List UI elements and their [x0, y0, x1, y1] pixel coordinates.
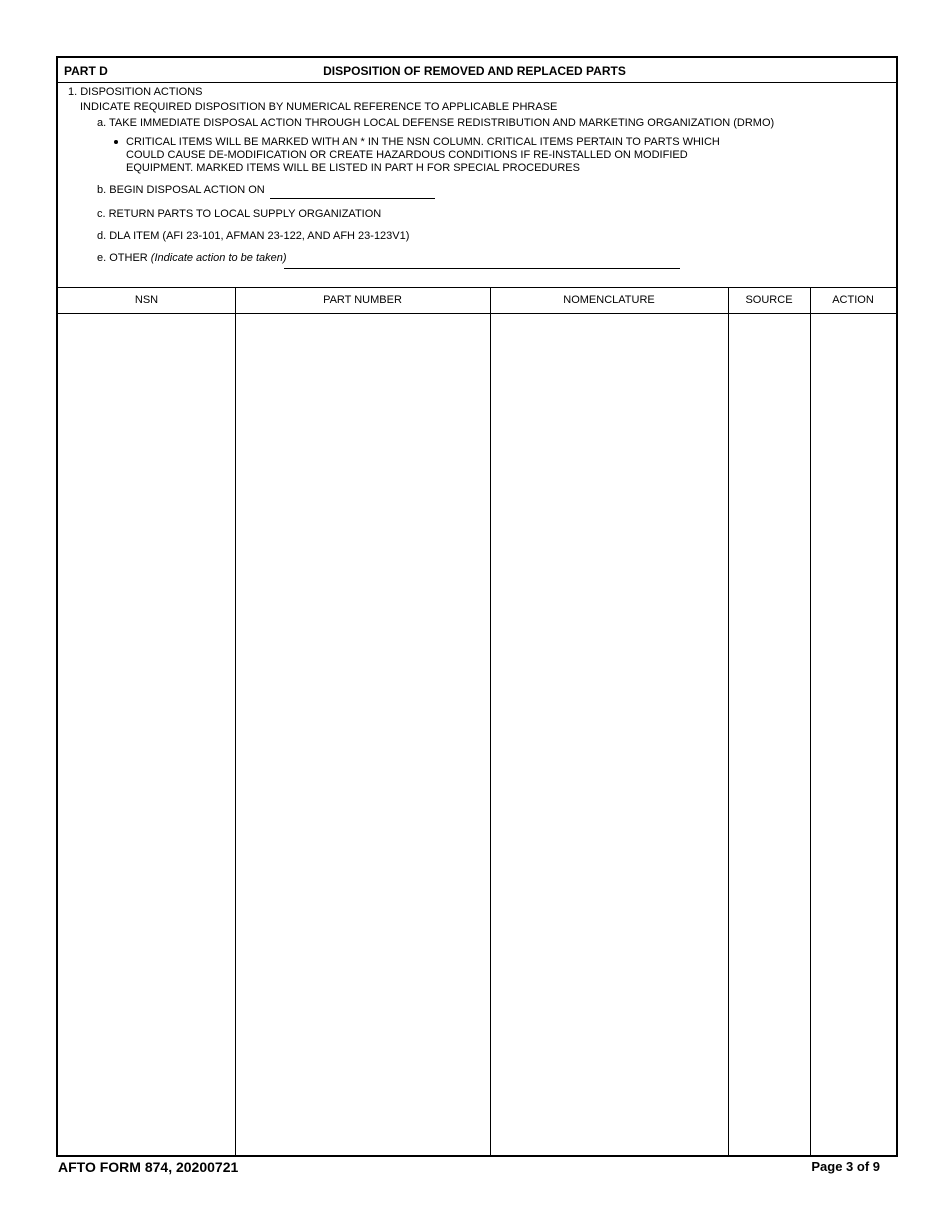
part-label: PART D [64, 64, 108, 78]
critical-note-line: EQUIPMENT. MARKED ITEMS WILL BE LISTED IN PART H FOR SPECIAL PROCEDURES [126, 162, 580, 174]
option-e [97, 252, 287, 264]
column-header-source: SOURCE [745, 294, 793, 306]
critical-note-line: CRITICAL ITEMS WILL BE MARKED WITH AN * IN THE NSN COLUMN. CRITICAL ITEMS PERTAIN TO PARTS WHICH [126, 136, 720, 148]
column-header-nomenclature: NOMENCLATURE [563, 294, 655, 306]
instruction-intro: INDICATE REQUIRED DISPOSITION BY NUMERICAL REFERENCE TO APPLICABLE PHRASE [80, 101, 558, 113]
source-column-entry[interactable] [729, 314, 810, 1155]
option-d: d. DLA ITEM (AFI 23-101, AFMAN 23-122, AND AFH 23-123V1) [97, 230, 410, 242]
action-column-entry[interactable] [811, 314, 896, 1155]
column-header-nsn: NSN [134, 294, 159, 306]
disposition-form [56, 56, 898, 1157]
parts-table-header [58, 288, 896, 314]
column-header-part-number: PART NUMBER [323, 294, 402, 306]
section-title: DISPOSITION OF REMOVED AND REPLACED PARTS [323, 64, 626, 78]
column-header-action: ACTION [832, 294, 874, 306]
nomenclature-column-entry[interactable] [491, 314, 728, 1155]
critical-items-note [126, 136, 746, 175]
option-b: b. BEGIN DISPOSAL ACTION ON [97, 184, 265, 196]
option-e-label: e. OTHER [97, 252, 151, 264]
form-identifier: AFTO FORM 874, 20200721 [58, 1159, 239, 1175]
option-e-hint: (Indicate action to be taken) [150, 252, 287, 264]
section-heading: 1. DISPOSITION ACTIONS [68, 86, 203, 98]
form-header [58, 58, 896, 83]
option-a: a. TAKE IMMEDIATE DISPOSAL ACTION THROUGH LOCAL DEFENSE REDISTRIBUTION AND MARKETING ORGANIZATION (DRMO) [97, 117, 775, 129]
other-action-field[interactable] [284, 268, 680, 269]
page-number: Page 3 of 9 [811, 1159, 880, 1174]
disposal-date-field[interactable] [270, 198, 435, 199]
nsn-column-entry[interactable] [58, 314, 235, 1155]
bullet-icon [114, 140, 118, 144]
option-c: c. RETURN PARTS TO LOCAL SUPPLY ORGANIZATION [97, 208, 382, 220]
critical-note-line: COULD CAUSE DE-MODIFICATION OR CREATE HAZARDOUS CONDITIONS IF RE-INSTALLED ON MODIFIED [126, 149, 688, 161]
part-number-column-entry[interactable] [236, 314, 490, 1155]
